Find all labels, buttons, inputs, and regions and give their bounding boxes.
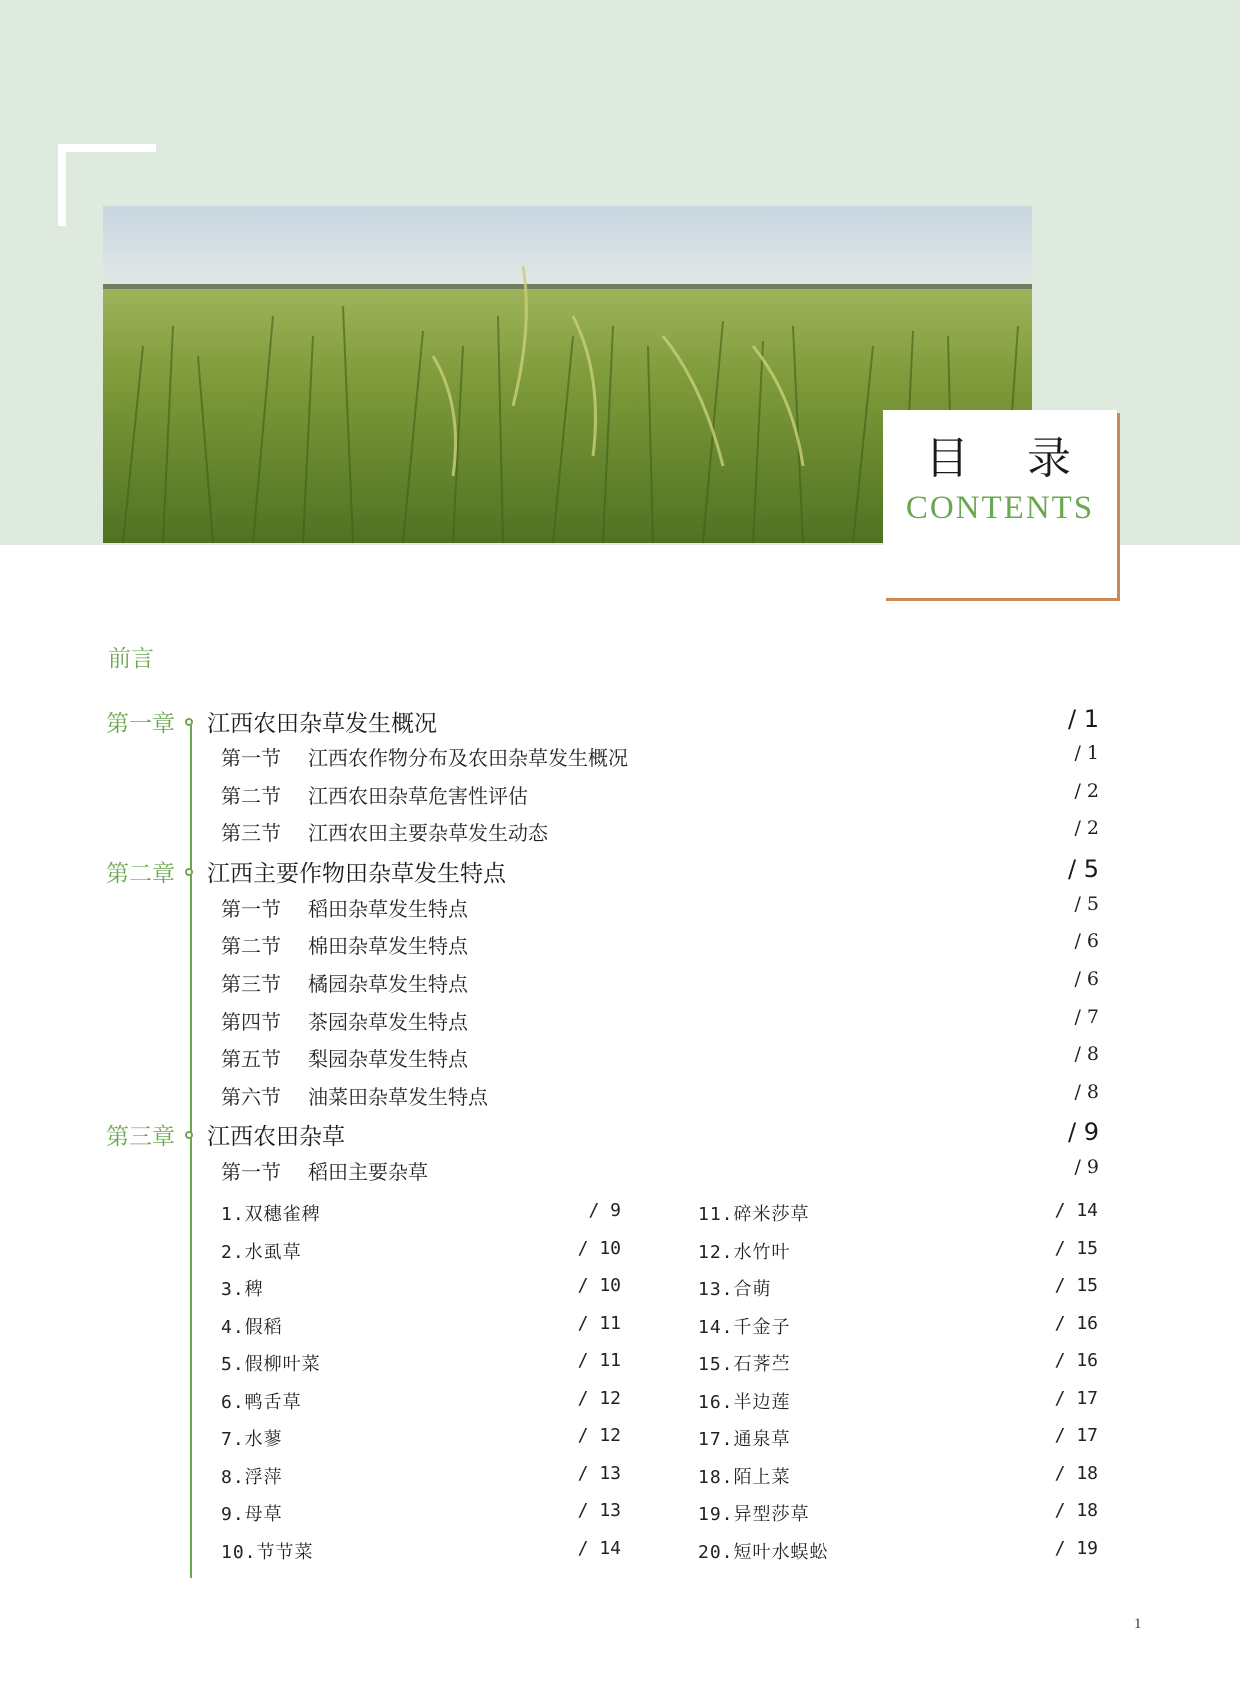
weed-item[interactable] <box>221 1313 621 1341</box>
chapter-page: / 9 <box>1068 1118 1099 1146</box>
weed-page: / 13 <box>577 1463 621 1484</box>
section-title: 橘园杂草发生特点 <box>308 972 468 996</box>
toc-section[interactable] <box>0 1081 1240 1111</box>
weed-item[interactable] <box>221 1500 621 1528</box>
weed-item[interactable] <box>698 1425 1098 1453</box>
weed-page: / 15 <box>1054 1238 1098 1259</box>
weed-page: / 16 <box>1054 1350 1098 1371</box>
weed-page: / 17 <box>1054 1388 1098 1409</box>
section-page: / 6 <box>1074 968 1099 990</box>
weed-name: 19.异型莎草 <box>698 1504 810 1525</box>
section-label: 第六节 <box>221 1085 281 1109</box>
weed-item[interactable] <box>698 1313 1098 1341</box>
weed-page: / 10 <box>577 1275 621 1296</box>
weed-name: 18.陌上菜 <box>698 1467 791 1488</box>
section-label: 第一节 <box>221 1160 281 1184</box>
section-title: 稻田主要杂草 <box>308 1160 428 1184</box>
contents-title-card <box>883 410 1117 598</box>
weed-name: 10.节节菜 <box>221 1542 314 1563</box>
section-page: / 2 <box>1074 780 1099 802</box>
weed-page: / 19 <box>1054 1538 1098 1559</box>
section-label: 第三节 <box>221 972 281 996</box>
weed-name: 9.母草 <box>221 1504 283 1525</box>
weed-item[interactable] <box>698 1463 1098 1491</box>
section-label: 第二节 <box>221 784 281 808</box>
corner-bracket-horizontal <box>58 144 156 152</box>
section-title: 棉田杂草发生特点 <box>308 934 468 958</box>
weed-item[interactable] <box>221 1538 621 1566</box>
section-page: / 7 <box>1074 1006 1099 1028</box>
section-page: / 2 <box>1074 817 1099 839</box>
weed-page: / 18 <box>1054 1500 1098 1521</box>
weed-page: / 10 <box>577 1238 621 1259</box>
weed-page: / 14 <box>577 1538 621 1559</box>
chapter-page: / 1 <box>1068 705 1099 733</box>
chapter-label: 第一章 <box>106 711 175 737</box>
weed-page: / 12 <box>577 1425 621 1446</box>
weed-page: / 15 <box>1054 1275 1098 1296</box>
weed-name: 11.碎米莎草 <box>698 1204 810 1225</box>
weed-name: 6.鸭舌草 <box>221 1392 302 1413</box>
section-page: / 9 <box>1074 1156 1099 1178</box>
contents-title-cn: 目 录 <box>925 433 1093 484</box>
chapter-label: 第二章 <box>106 861 175 887</box>
weed-item[interactable] <box>221 1463 621 1491</box>
weed-page: / 18 <box>1054 1463 1098 1484</box>
weed-item[interactable] <box>698 1200 1098 1228</box>
section-page: / 1 <box>1074 742 1099 764</box>
weed-name: 16.半边莲 <box>698 1392 791 1413</box>
toc-section[interactable] <box>0 780 1240 810</box>
weed-page: / 11 <box>577 1350 621 1371</box>
weed-item[interactable] <box>221 1200 621 1228</box>
section-title: 油菜田杂草发生特点 <box>308 1085 488 1109</box>
section-title: 稻田杂草发生特点 <box>308 897 468 921</box>
section-title: 茶园杂草发生特点 <box>308 1010 468 1034</box>
section-page: / 5 <box>1074 893 1099 915</box>
section-page: / 8 <box>1074 1043 1099 1065</box>
timeline-dot <box>185 1131 193 1139</box>
weed-item[interactable] <box>221 1388 621 1416</box>
weed-item[interactable] <box>698 1388 1098 1416</box>
toc-section[interactable] <box>0 1156 1240 1186</box>
page-number: 1 <box>1134 1616 1142 1632</box>
toc-section[interactable] <box>0 742 1240 772</box>
weed-item[interactable] <box>698 1238 1098 1266</box>
section-label: 第一节 <box>221 746 281 770</box>
section-label: 第三节 <box>221 821 281 845</box>
section-label: 第一节 <box>221 897 281 921</box>
chapter-title: 江西主要作物田杂草发生特点 <box>207 861 506 887</box>
weed-item[interactable] <box>221 1275 621 1303</box>
weed-item[interactable] <box>698 1500 1098 1528</box>
weed-name: 7.水蓼 <box>221 1429 283 1450</box>
weed-name: 17.通泉草 <box>698 1429 791 1450</box>
weed-name: 3.稗 <box>221 1279 264 1300</box>
weed-name: 4.假稻 <box>221 1317 283 1338</box>
chapter-title: 江西农田杂草发生概况 <box>207 711 437 737</box>
weed-name: 14.千金子 <box>698 1317 791 1338</box>
timeline-dot <box>185 718 193 726</box>
contents-title-en: CONTENTS <box>905 490 1095 526</box>
toc-section[interactable] <box>0 1006 1240 1036</box>
weed-name: 20.短叶水蜈蚣 <box>698 1542 829 1563</box>
section-label: 第五节 <box>221 1047 281 1071</box>
chapter-title: 江西农田杂草 <box>207 1124 345 1150</box>
section-page: / 6 <box>1074 930 1099 952</box>
weed-name: 13.合萌 <box>698 1279 772 1300</box>
weed-page: / 16 <box>1054 1313 1098 1334</box>
weed-page: / 17 <box>1054 1425 1098 1446</box>
chapter-page: / 5 <box>1068 855 1099 883</box>
toc-section[interactable] <box>0 930 1240 960</box>
weed-item[interactable] <box>698 1275 1098 1303</box>
toc-section[interactable] <box>0 968 1240 998</box>
weed-name: 1.双穗雀稗 <box>221 1204 321 1225</box>
weed-name: 12.水竹叶 <box>698 1242 791 1263</box>
section-title: 江西农作物分布及农田杂草发生概况 <box>308 746 628 770</box>
toc-section[interactable] <box>0 1043 1240 1073</box>
toc-section[interactable] <box>0 893 1240 923</box>
section-title: 梨园杂草发生特点 <box>308 1047 468 1071</box>
weed-page: / 9 <box>588 1200 621 1221</box>
weed-page: / 13 <box>577 1500 621 1521</box>
chapter-label: 第三章 <box>106 1124 175 1150</box>
weed-name: 5.假柳叶菜 <box>221 1354 321 1375</box>
weed-page: / 11 <box>577 1313 621 1334</box>
section-title: 江西农田主要杂草发生动态 <box>308 821 548 845</box>
toc-section[interactable] <box>0 817 1240 847</box>
section-title: 江西农田杂草危害性评估 <box>308 784 528 808</box>
weed-item[interactable] <box>698 1350 1098 1378</box>
corner-bracket-vertical <box>58 144 66 226</box>
weed-item[interactable] <box>221 1350 621 1378</box>
weed-page: / 12 <box>577 1388 621 1409</box>
weed-item[interactable] <box>221 1425 621 1453</box>
section-label: 第二节 <box>221 934 281 958</box>
toc-chapter-3[interactable] <box>0 1118 1240 1152</box>
weed-name: 2.水虱草 <box>221 1242 302 1263</box>
section-page: / 8 <box>1074 1081 1099 1103</box>
weed-page: / 14 <box>1054 1200 1098 1221</box>
toc-foreword[interactable]: 前言 <box>108 646 154 672</box>
weed-item[interactable] <box>221 1238 621 1266</box>
weed-name: 8.浮萍 <box>221 1467 283 1488</box>
timeline-dot <box>185 868 193 876</box>
weed-name: 15.石荠苎 <box>698 1354 791 1375</box>
section-label: 第四节 <box>221 1010 281 1034</box>
toc-chapter-1[interactable] <box>0 705 1240 739</box>
toc-chapter-2[interactable] <box>0 855 1240 889</box>
weed-item[interactable] <box>698 1538 1098 1566</box>
